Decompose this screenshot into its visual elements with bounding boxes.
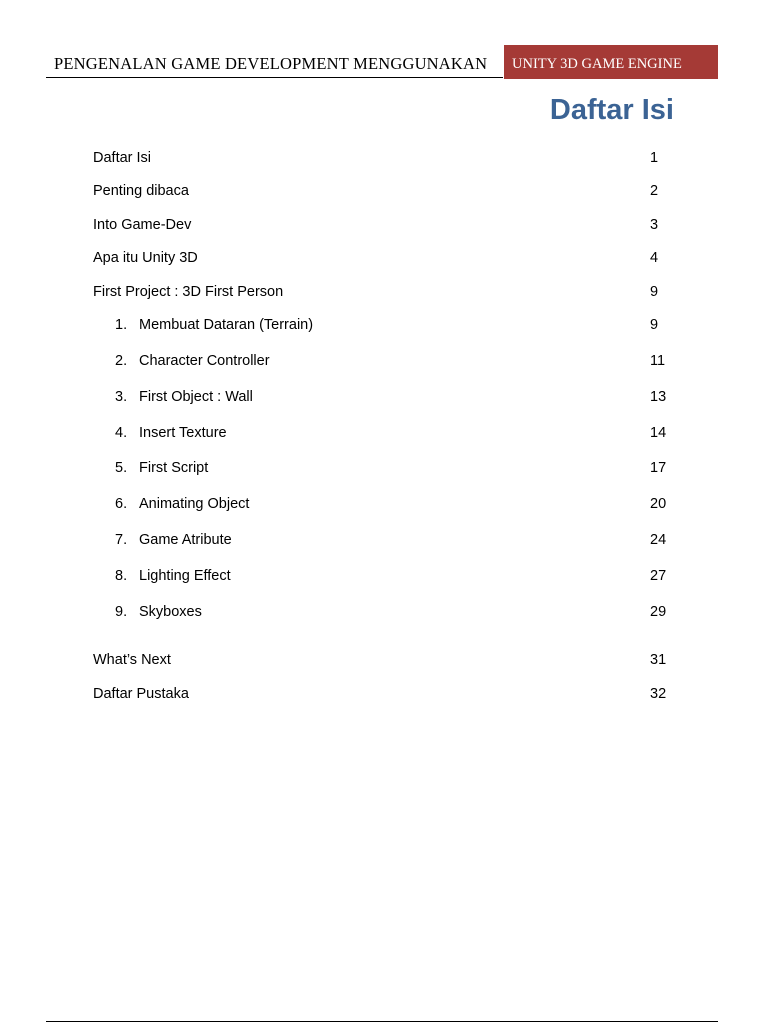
toc-entry-page: 32 [650, 686, 667, 702]
toc-subentry-number: 5. [115, 460, 128, 476]
toc-subentry-page: 9 [650, 317, 659, 333]
toc-subentry-page: 24 [650, 532, 667, 548]
toc-subentry-label: Insert Texture [139, 425, 227, 441]
header-book-title: PENGENALAN GAME DEVELOPMENT MENGGUNAKAN [46, 45, 503, 78]
toc-entry[interactable] [0, 181, 768, 201]
toc-entry[interactable] [0, 650, 768, 670]
toc-entry-page: 9 [650, 284, 659, 300]
toc-subentry[interactable] [0, 423, 768, 443]
toc-entry-label: Into Game-Dev [93, 217, 192, 233]
toc-subentry-page: 29 [650, 604, 667, 620]
toc-entry-page: 2 [650, 183, 659, 199]
toc-subentry-label: Skyboxes [139, 604, 202, 620]
toc-subentry[interactable] [0, 458, 768, 478]
toc-subentry[interactable] [0, 351, 768, 371]
toc-subentry-page: 17 [650, 460, 667, 476]
toc-subentry-number: 2. [115, 353, 128, 369]
toc-subentry-label: Lighting Effect [139, 568, 231, 584]
toc-subentry-number: 4. [115, 425, 128, 441]
toc-entry-page: 1 [650, 150, 659, 166]
toc-entry-label: What’s Next [93, 652, 171, 668]
toc-subentry-number: 8. [115, 568, 128, 584]
toc-entry[interactable] [0, 148, 768, 168]
toc-subentry-number: 9. [115, 604, 128, 620]
toc-entry-label: Daftar Pustaka [93, 686, 189, 702]
toc-subentry-label: First Script [139, 460, 209, 476]
toc-subentry-page: 13 [650, 389, 667, 405]
toc-subentry[interactable] [0, 602, 768, 622]
toc-subentry-number: 6. [115, 496, 128, 512]
toc-subentry-number: 7. [115, 532, 128, 548]
toc-subentry-label: Character Controller [139, 353, 270, 369]
toc-subentry-number: 1. [115, 317, 128, 333]
toc-entry-label: Apa itu Unity 3D [93, 250, 198, 266]
toc-entry-page: 31 [650, 652, 667, 668]
footer-rule [46, 1021, 718, 1022]
toc-subentry[interactable] [0, 494, 768, 514]
toc-subentry-page: 11 [650, 353, 666, 369]
running-header [46, 45, 718, 79]
toc-subentry-label: Game Atribute [139, 532, 232, 548]
toc-subentry-label: Membuat Dataran (Terrain) [139, 317, 314, 333]
toc-entry-page: 4 [650, 250, 659, 266]
toc-subentry-page: 14 [650, 425, 667, 441]
toc-subentry-label: Animating Object [139, 496, 250, 512]
toc-subentry-page: 27 [650, 568, 667, 584]
toc-subentry[interactable] [0, 387, 768, 407]
toc-entry-label: Daftar Isi [93, 150, 152, 166]
toc-entry-label: Penting dibaca [93, 183, 189, 199]
toc-subentry-label: First Object : Wall [139, 389, 253, 405]
toc-entry[interactable] [0, 248, 768, 268]
toc-subentry[interactable] [0, 530, 768, 550]
toc-entry[interactable] [0, 684, 768, 704]
toc-entry-page: 3 [650, 217, 659, 233]
toc-entry[interactable] [0, 215, 768, 235]
toc-subentry-number: 3. [115, 389, 128, 405]
header-engine-label: UNITY 3D GAME ENGINE [504, 45, 718, 79]
toc-entry[interactable] [0, 282, 768, 302]
toc-entry-label: First Project : 3D First Person [93, 284, 284, 300]
toc-subentry-page: 20 [650, 496, 667, 512]
toc-subentry[interactable] [0, 315, 768, 335]
page-title: Daftar Isi [549, 94, 674, 126]
toc-subentry[interactable] [0, 566, 768, 586]
